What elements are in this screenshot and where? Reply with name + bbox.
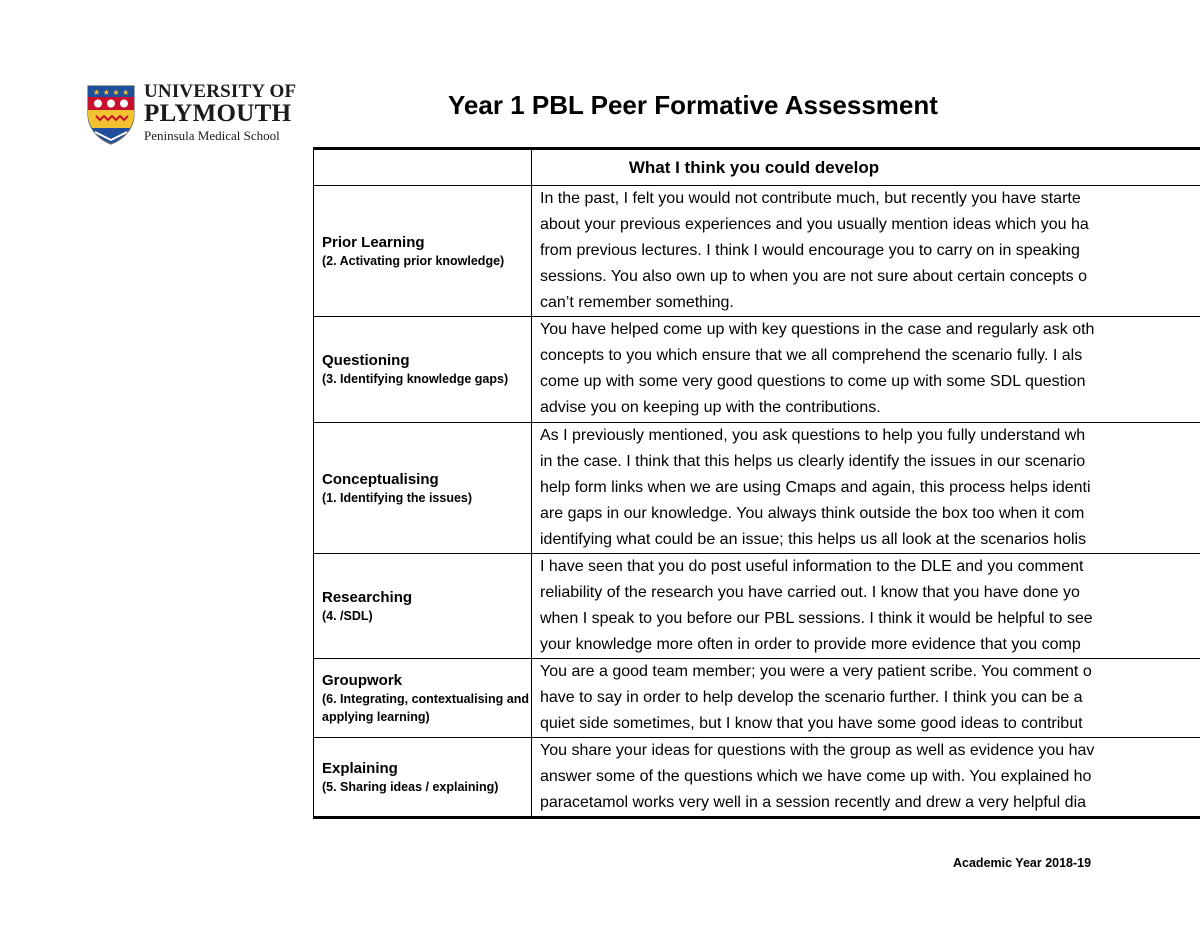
university-crest-icon (86, 84, 136, 146)
feedback-line: In the past, I felt you would not contribute much, but recently you have starte (540, 190, 1081, 207)
criterion-cell (314, 659, 532, 738)
logo-line-university-of: UNIVERSITY OF (144, 81, 297, 102)
feedback-cell (532, 423, 1200, 554)
logo-line-school: Peninsula Medical School (144, 128, 280, 143)
assessment-table (313, 147, 1200, 819)
criterion-subtitle: (1. Identifying the issues) (322, 490, 473, 505)
criterion-name: Researching (322, 588, 413, 606)
feedback-line: identifying what could be an issue; this helps us all look at the scenarios holis (540, 531, 1087, 548)
criterion-cell (314, 186, 532, 317)
feedback-line: from previous lectures. I think I would encourage you to carry on in speaking (540, 242, 1080, 259)
criterion-subtitle: (3. Identifying knowledge gaps) (322, 372, 509, 386)
university-logo (86, 82, 306, 146)
feedback-cell (532, 659, 1200, 738)
feedback-line: I have seen that you do post useful information to the DLE and you comment (540, 558, 1084, 575)
feedback-line: can’t remember something. (540, 294, 734, 311)
feedback-cell (532, 317, 1200, 423)
criterion-name: Questioning (322, 352, 410, 369)
feedback-line: advise you on keeping up with the contributions. (540, 399, 881, 416)
feedback-column-header: What I think you could develop (628, 157, 880, 177)
feedback-line: in the case. I think that this helps us clearly identify the issues in our scenario (540, 453, 1086, 470)
feedback-line: concepts to you which ensure that we all comprehend the scenario fully. I als (540, 347, 1083, 364)
criterion-name: Explaining (322, 759, 398, 777)
academic-year: Academic Year 2018-19 (953, 856, 1092, 870)
criterion-name: Prior Learning (322, 233, 425, 251)
table-row (314, 659, 1200, 738)
feedback-cell (532, 738, 1200, 818)
criterion-subtitle: (5. Sharing ideas / explaining) (322, 779, 499, 794)
feedback-line: when I speak to you before our PBL sessions. I think it would be helpful to see (540, 610, 1093, 627)
logo-line-plymouth: PLYMOUTH (144, 100, 292, 127)
feedback-line: answer some of the questions which we have come up with. You explained ho (540, 768, 1092, 785)
feedback-line: come up with some very good questions to come up with some SDL question (540, 373, 1086, 390)
feedback-line: your knowledge more often in order to provide more evidence that you comp (540, 636, 1081, 653)
criterion-name: Groupwork (322, 671, 403, 689)
feedback-line: about your previous experiences and you usually mention ideas which you ha (540, 216, 1089, 233)
table-row (314, 317, 1200, 423)
table-header-row (314, 149, 1200, 186)
table-row (314, 423, 1200, 554)
feedback-cell (532, 554, 1200, 659)
feedback-line: reliability of the research you have carried out. I know that you have done yo (540, 584, 1080, 601)
feedback-line: You are a good team member; you were a very patient scribe. You comment o (540, 663, 1092, 680)
feedback-cell (532, 186, 1200, 317)
feedback-header-cell (532, 149, 1200, 186)
feedback-line: help form links when we are using Cmaps and again, this process helps identi (540, 479, 1091, 496)
criterion-cell (314, 738, 532, 818)
table-row (314, 738, 1200, 818)
table-row (314, 186, 1200, 317)
criteria-header-cell (314, 149, 532, 186)
criterion-cell (314, 554, 532, 659)
feedback-line: paracetamol works very well in a session recently and drew a very helpful dia (540, 794, 1087, 811)
feedback-line: You share your ideas for questions with the group as well as evidence you hav (540, 742, 1095, 759)
criterion-cell (314, 423, 532, 554)
criterion-cell (314, 317, 532, 423)
feedback-line: have to say in order to help develop the scenario further. I think you can be a (540, 689, 1083, 706)
criterion-subtitle: (6. Integrating, contextualising and applying learning) (322, 691, 529, 724)
criterion-name: Conceptualising (322, 470, 439, 488)
criterion-subtitle: (4. /SDL) (322, 608, 373, 623)
feedback-line: quiet side sometimes, but I know that you have some good ideas to contribut (540, 715, 1083, 732)
feedback-line: sessions. You also own up to when you are not sure about certain concepts o (540, 268, 1088, 285)
criterion-subtitle: (2. Activating prior knowledge) (322, 253, 505, 268)
feedback-line: are gaps in our knowledge. You always think outside the box too when it com (540, 505, 1085, 522)
svg-text:★ ★ ★ ★: ★ ★ ★ ★ (93, 88, 130, 97)
feedback-line: As I previously mentioned, you ask questions to help you fully understand wh (540, 427, 1086, 444)
page-title: Year 1 PBL Peer Formative Assessment (448, 90, 938, 120)
feedback-line: You have helped come up with key questions in the case and regularly ask oth (540, 321, 1095, 338)
table-row (314, 554, 1200, 659)
